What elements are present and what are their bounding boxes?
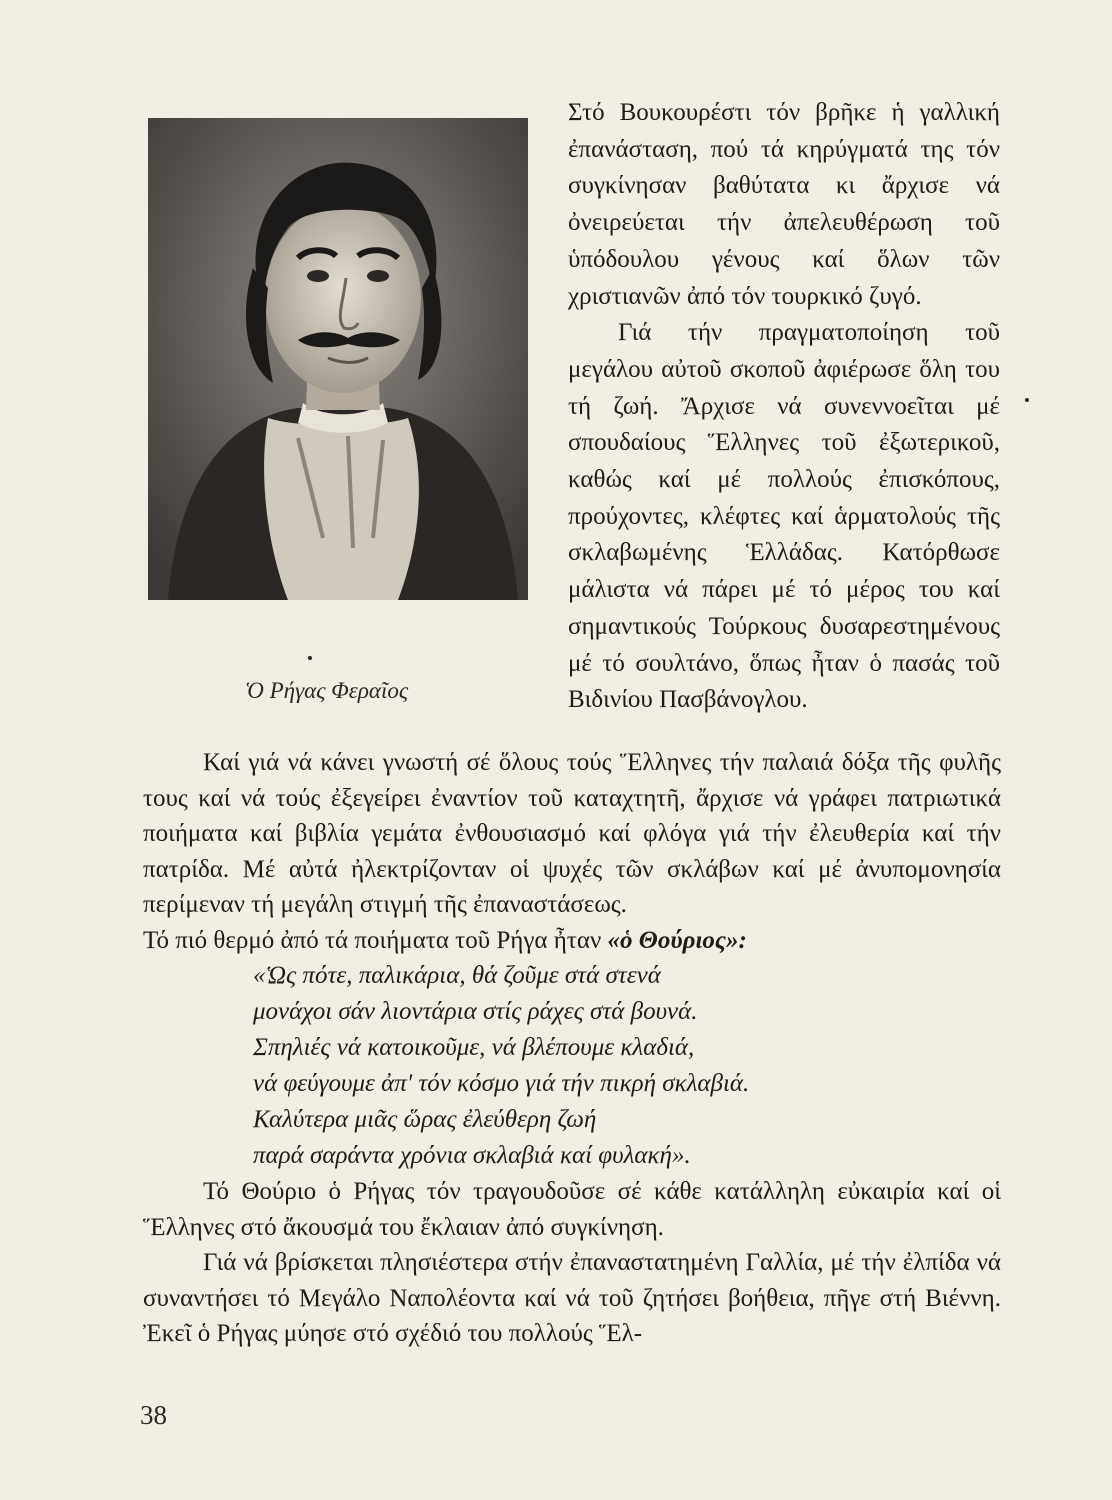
side-text-column bbox=[568, 95, 1000, 719]
main-text-column bbox=[143, 745, 1001, 1352]
poem bbox=[253, 958, 1001, 1174]
poem-line: μονάχοι σάν λιοντάρια στίς ράχες στά βουνά. bbox=[253, 998, 698, 1025]
print-speck bbox=[308, 656, 312, 660]
portrait-illustration bbox=[148, 118, 528, 600]
main-paragraph-1: Καί γιά νά κάνει γνωστή σέ ὅλους τούς Ἕλληνες τήν παλαιά δόξα τῆς φυλῆς τους καί νά τούς ἐξεγείρει ἐναντίον τοῦ καταχτητῆ, ἄρχισε νά γράφει πατριωτικά ποιήματα καί βιβλία γεμάτα ἐνθουσιασμό καί φλόγα γιά τήν ἐλευθερία καί τήν πατρίδα. Μέ αὐτά ἠλεκτρίζονταν οἱ ψυχές τῶν σκλάβων καί μέ ἀνυπομονησία περίμεναν τή μεγάλη στιγμή τῆς ἐπαναστάσεως. bbox=[143, 749, 1001, 918]
poem-line: «Ὡς πότε, παλικάρια, θά ζοῦμε στά στενά bbox=[253, 962, 661, 989]
poem-intro-paragraph bbox=[143, 923, 1001, 959]
poem-line: παρά σαράντα χρόνια σκλαβιά καί φυλακή». bbox=[253, 1142, 691, 1169]
portrait-image bbox=[148, 118, 528, 600]
main-paragraph-3: Γιά νά βρίσκεται πλησιέστερα στήν ἐπαναστατημένη Γαλλία, μέ τήν ἐλπίδα νά συναντήσει τό Μεγάλο Ναπολέοντα καί νά τοῦ ζητήσει βοήθεια, πῆγε στή Βιέννη. Ἐκεῖ ὁ Ρήγας μύησε στό σχέδιό του πολλούς Ἕλ- bbox=[143, 1249, 1001, 1347]
print-speck bbox=[1025, 398, 1029, 402]
main-paragraph-2: Τό Θούριο ὁ Ρήγας τόν τραγουδοῦσε σέ κάθε κατάλληλη εὐκαιρία καί οἱ Ἕλληνες στό ἄκουσμά του ἔκλαιαν ἀπό συγκίνηση. bbox=[143, 1178, 1001, 1241]
side-paragraph-1: Στό Βουκουρέστι τόν βρῆκε ἡ γαλλική ἐπανάσταση, πού τά κηρύγματά της τόν συγκίνησαν βαθύτατα κι ἄρχισε νά ὀνειρεύεται τήν ἀπελευθέρωση τοῦ ὑπόδουλου γένους καί ὅλων τῶν χριστιανῶν ἀπό τόν τουρκικό ζυγό. bbox=[568, 99, 1000, 310]
portrait-caption: Ὁ Ρήγας Φεραῖος bbox=[245, 678, 409, 703]
poem-line: νά φεύγουμε ἀπ' τόν κόσμο γιά τήν πικρή σκλαβιά. bbox=[253, 1070, 750, 1097]
page-number: 38 bbox=[140, 1400, 167, 1430]
poem-line: Καλύτερα μιᾶς ὥρας ἐλεύθερη ζωή bbox=[253, 1106, 597, 1133]
poem-line: Σπηλιές νά κατοικοῦμε, νά βλέπουμε κλαδιά, bbox=[253, 1034, 695, 1061]
poem-title: «ὁ Θούριος»: bbox=[607, 926, 747, 954]
side-paragraph-2: Γιά τήν πραγματοποίηση τοῦ μεγάλου αὐτοῦ σκοποῦ ἀφιέρωσε ὅλη του τή ζωή. Ἄρχισε νά συνεννοεῖται μέ σπουδαίους Ἕλληνες τοῦ ἐξωτερικοῦ, καθώς καί μέ πολλούς ἐπισκόπους, προύχοντες, κλέφτες καί ἁρματολούς τῆς σκλαβωμένης Ἑλλάδας. Κατόρθωσε μάλιστα νά πάρει μέ τό μέρος του καί σημαντικούς Τούρκους δυσαρεστημένους μέ τό σουλτάνο, ὅπως ἦταν ὁ πασάς τοῦ Βιδινίου Πασβάνογλου. bbox=[568, 319, 1000, 714]
poem-intro: Τό πιό θερμό ἀπό τά ποιήματα τοῦ Ρήγα ἦταν bbox=[143, 926, 602, 954]
